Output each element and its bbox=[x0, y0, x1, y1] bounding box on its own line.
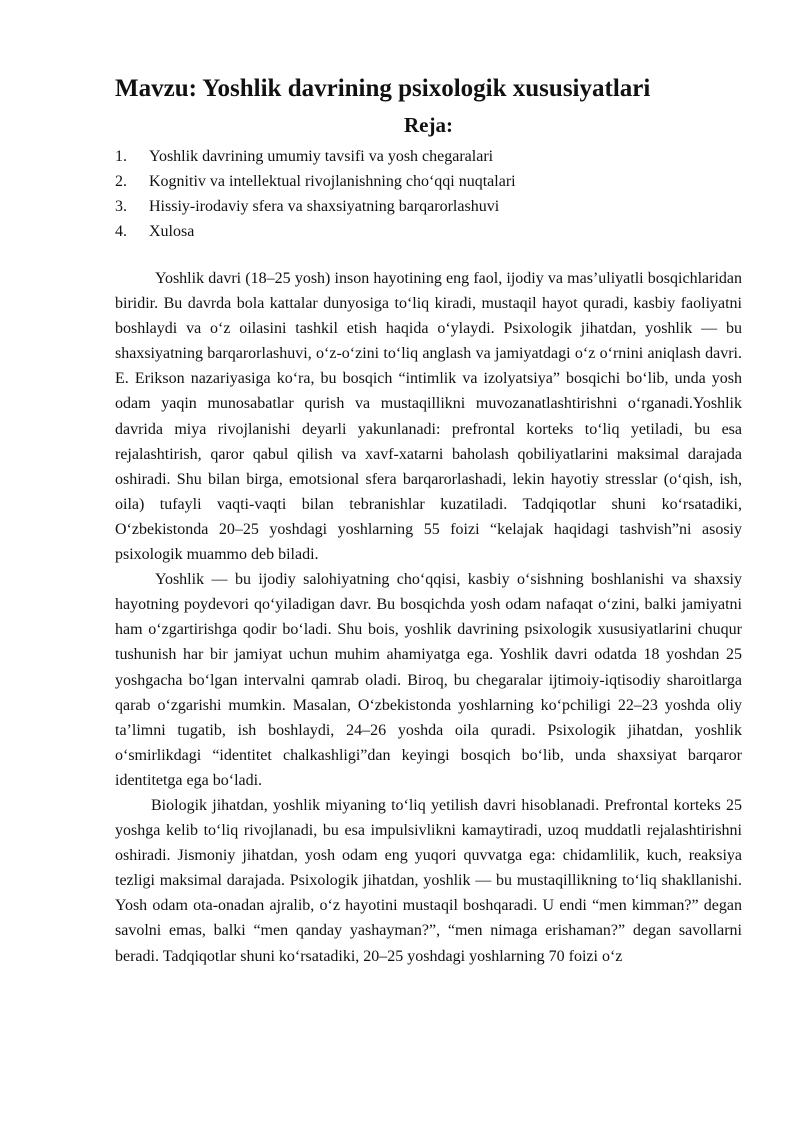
plan-item-number: 1. bbox=[115, 148, 127, 165]
plan-item bbox=[115, 169, 742, 194]
plan-item-number: 3. bbox=[115, 198, 127, 215]
body-paragraph: Biologik jihatdan, yoshlik miyaning to‘liq yetilish davri hisoblanadi. Prefrontal korteks 25 yoshga kelib to‘liq rivojlanadi, bu esa impulsivlikni kamaytiradi, uzoq muddatli rejalashtirishni oshiradi. Jismoniy jihatdan, yosh odam eng yuqori quvvatga ega: chidamlilik, kuch, reaksiya tezligi maksimal darajada. Psixologik jihatdan, yoshlik — bu mustaqillikning to‘liq shakllanishi. Yosh odam ota-onadan ajralib, o‘z hayotini mustaqil boshqaradi. U endi “men kimman?” degan savolni emas, balki “men qanday yashayman?”, “men nimaga erishaman?” degan savollarni beradi. Tadqiqotlar shuni ko‘rsatadiki, 20–25 yoshdagi yoshlarning 70 foizi o‘z bbox=[115, 796, 742, 965]
plan-item-number: 4. bbox=[115, 223, 127, 240]
plan-heading: Reja: bbox=[404, 113, 453, 137]
plan-item-number: 2. bbox=[115, 173, 127, 190]
plan-list bbox=[115, 144, 742, 244]
body-paragraph: Yoshlik — bu ijodiy salohiyatning cho‘qqisi, kasbiy o‘sishning boshlanishi va shaxsiy hayotning poydevori qo‘yiladigan davr. Bu bosqichda yosh odam nafaqat o‘zini, balki jamiyatni ham o‘zgartirishga qodir bo‘ladi. Shu bois, yoshlik davrining psixologik xususiyatlarini chuqur tushunish har bir jamiyat uchun muhim ahamiyatga ega. Yoshlik davri odatda 18 yoshdan 25 yoshgacha bo‘lgan intervalni qamrab oladi. Biroq, bu chegaralar ijtimoiy-iqtisodiy sharoitlarga qarab o‘zgarishi mumkin. Masalan, O‘zbekistonda yoshlarning ko‘pchiligi 22–23 yoshda oliy ta’limni tugatib, ish boshlaydi, 24–26 yoshda oila quradi. Psixologik jihatdan, yoshlik o‘smirlikdagi “identitet chalkashligi”dan keyingi bosqich bo‘lib, unda shaxsiyat barqaror identitetga ega bo‘ladi. bbox=[115, 571, 742, 789]
plan-item bbox=[115, 194, 742, 219]
plan-item-text: Hissiy-irodaviy sfera va shaxsiyatning barqarorlashuvi bbox=[149, 198, 500, 215]
plan-item-text: Kognitiv va intellektual rivojlanishning cho‘qqi nuqtalari bbox=[149, 173, 516, 190]
body-paragraph: Yoshlik davri (18–25 yosh) inson hayotining eng faol, ijodiy va mas’uliyatli bosqichlaridan biridir. Bu davrda bola kattalar dunyosiga to‘liq kiradi, mustaqil hayot quradi, kasbiy faoliyatni boshlaydi va o‘z oilasini tashkil etish haqida o‘ylaydi. Psixologik jihatdan, yoshlik — bu shaxsiyatning barqarorlashuvi, o‘z-o‘zini to‘liq anglash va jamiyatdagi o‘z o‘rnini aniqlash davri. E. Erikson nazariyasiga ko‘ra, bu bosqich “intimlik va izolyatsiya” bosqichi bo‘lib, unda yosh odam yaqin munosabatlar qurish va mustaqillikni muvozanatlashtirishni o‘rganadi.Yoshlik davrida miya rivojlanishi deyarli yakunlanadi: prefrontal korteks to‘liq yetiladi, bu esa rejalashtirish, qaror qabul qilish va xavf-xatarni baholash qobiliyatlarini maksimal darajada oshiradi. Shu bilan birga, emotsional sfera barqarorlashadi, lekin hayotiy stresslar (o‘qish, ish, oila) tufayli vaqti-vaqti bilan tebranishlar kuzatiladi. Tadqiqotlar shuni ko‘rsatadiki, O‘zbekistonda 20–25 yoshdagi yoshlarning 55 foizi “kelajak haqidagi tashvish”ni asosiy psixologik muammo deb biladi. bbox=[115, 270, 742, 564]
plan-item bbox=[115, 219, 742, 244]
plan-item bbox=[115, 144, 742, 169]
page-title: Mavzu: Yoshlik davrining psixologik xususiyatlari bbox=[115, 75, 651, 102]
plan-item-text: Xulosa bbox=[149, 223, 195, 240]
section-spacer bbox=[115, 244, 742, 266]
plan-item-text: Yoshlik davrining umumiy tavsifi va yosh chegaralari bbox=[149, 148, 494, 165]
document-page bbox=[115, 72, 742, 969]
